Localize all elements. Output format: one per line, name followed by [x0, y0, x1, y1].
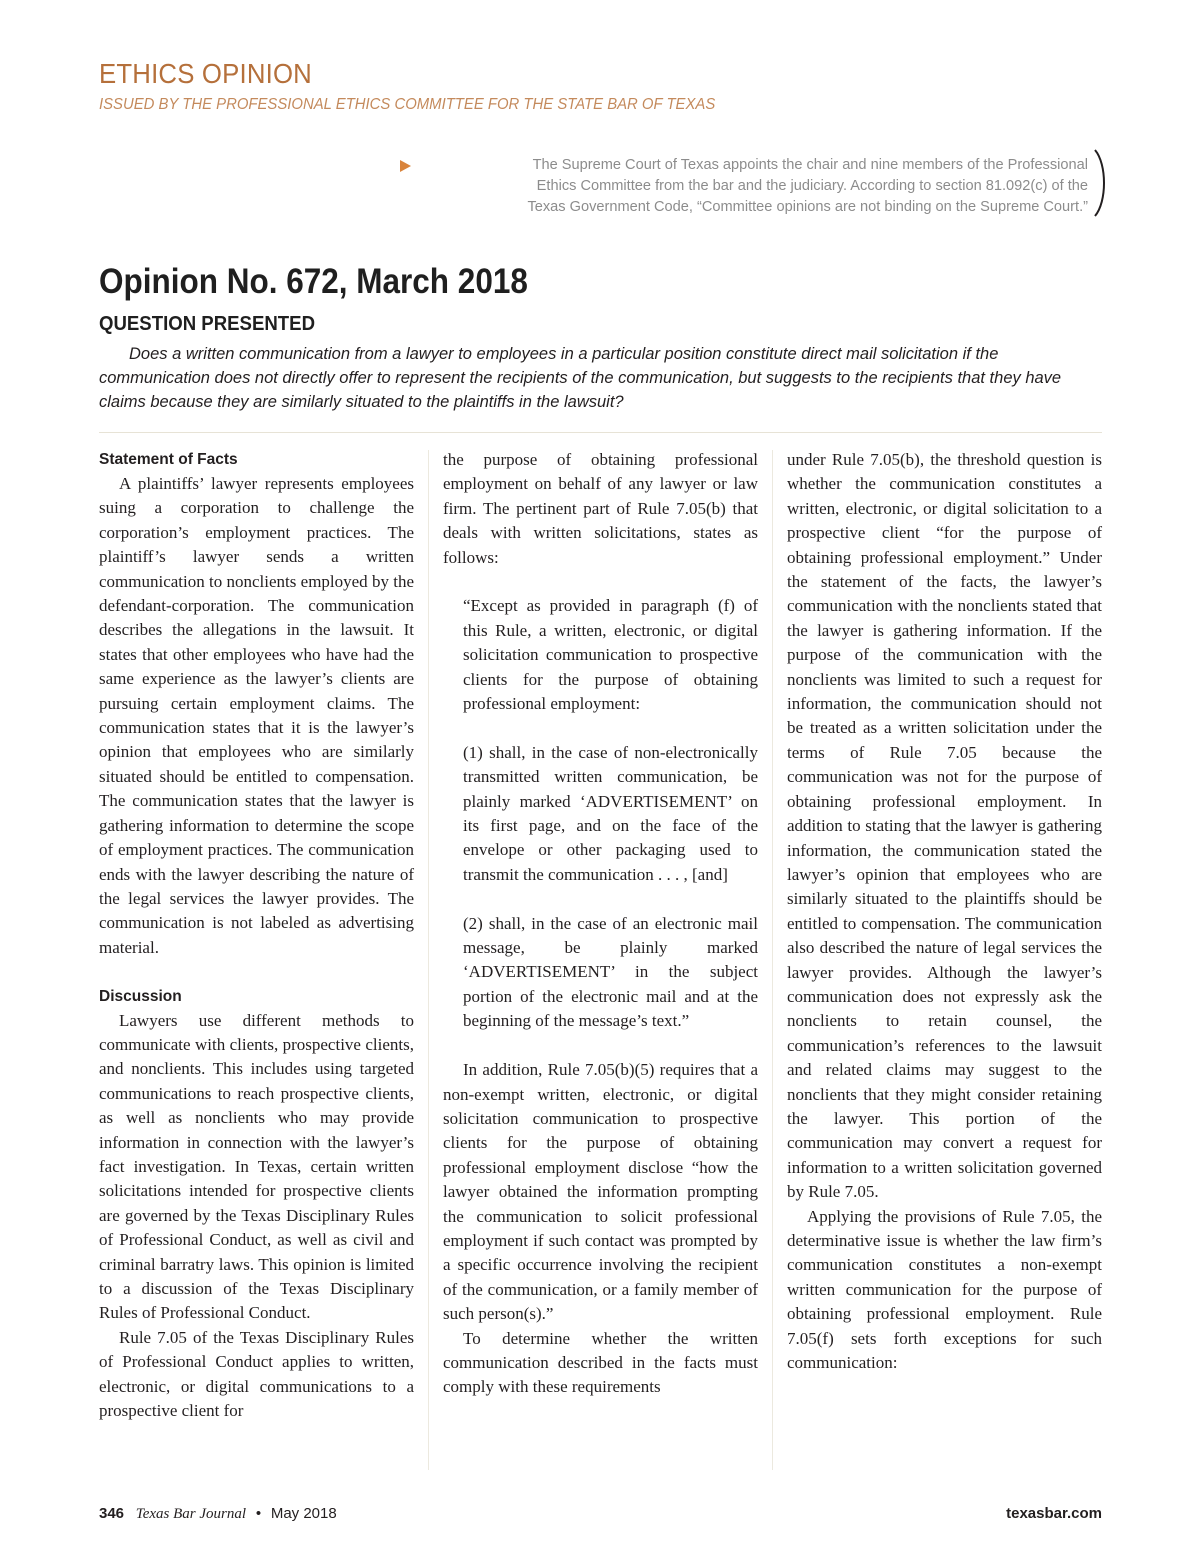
- column-2: [443, 448, 758, 1400]
- bullet-separator: •: [255, 1505, 262, 1522]
- page-footer: [99, 1505, 337, 1523]
- body-paragraph: under Rule 7.05(b), the threshold question is whether the communication constitutes a written, electronic, or digital solicitation to a prospective client “for the purpose of obtaining professional employment.” Under the statement of the facts, the lawyer’s communication with the nonclients stated that the lawyer is gathering information. If the purpose of the communication with the nonclients was limited to such a request for information, the communication should not be treated as a written solicitation under the terms of Rule 7.05 because the communication was not for the purpose of obtaining professional employment. In addition to stating that the lawyer is gathering information, the communication stated the lawyer’s opinion that employees who are similarly situated to the plaintiffs should be entitled to compensation. The communication also described the nature of legal services the lawyer provides. Although the lawyer’s communication does not expressly ask the nonclients to retain counsel, the communication’s references to the lawsuit and related claims may suggest to the nonclients that they might consider retaining the lawyer. This portion of the communication may convert a request for information to a written solicitation governed by Rule 7.05.: [787, 450, 1102, 1202]
- committee-note: [398, 155, 1088, 218]
- closing-bracket-icon: [1090, 148, 1112, 218]
- page-number: 346: [99, 1505, 125, 1522]
- column-3: [787, 448, 1102, 1375]
- section-kicker: ETHICS OPINION: [99, 58, 312, 89]
- discussion-paragraph: Lawyers use different methods to communicate with clients, prospective clients, and nonclients. This includes using targeted communications to reach prospective clients, as well as nonclients who may provide information in connection with the lawyer’s fact investigation. In Texas, certain written solicitations intended for prospective clients are governed by the Texas Disciplinary Rules of Professional Conduct, as well as civil and criminal barratry laws. This opinion is limited to a discussion of the Texas Disciplinary Rules of Professional Conduct.: [99, 1010, 414, 1323]
- question-text: Does a written communication from a lawyer to employees in a particular position constitute direct mail solicitation if the communication does not directly offer to represent the recipients of the communication, but suggests to the recipients that they have claims because they are similarly situated to the plaintiffs in the lawsuit?: [99, 345, 1062, 411]
- section-subkicker: ISSUED BY THE PROFESSIONAL ETHICS COMMITTEE FOR THE STATE BAR OF TEXAS: [99, 96, 716, 113]
- section-divider: [99, 432, 1102, 433]
- site-link[interactable]: texasbar.com: [1006, 1505, 1102, 1522]
- body-paragraph: To determine whether the written communication described in the facts must comply with these requirements: [443, 1328, 758, 1397]
- issue-date: May 2018: [270, 1505, 337, 1522]
- discussion-paragraph: Rule 7.05 of the Texas Disciplinary Rules of Professional Conduct applies to written, electronic, or digital communications to a prospective client for: [99, 1327, 414, 1421]
- note-line: The Supreme Court of Texas appoints the chair and nine members of the Professional: [532, 157, 1088, 173]
- rule-quote: (2) shall, in the case of an electronic mail message, be plainly marked ‘ADVERTISEMENT’ in the subject portion of the electronic mail and at the beginning of the message’s text.”: [463, 913, 758, 1031]
- body-paragraph: the purpose of obtaining professional employment on behalf of any lawyer or law firm. The pertinent part of Rule 7.05(b) that deals with written solicitations, states as follows:: [443, 450, 758, 567]
- journal-name: Texas Bar Journal: [135, 1506, 247, 1522]
- column-1: [99, 448, 414, 1423]
- rule-quote: “Except as provided in paragraph (f) of this Rule, a written, electronic, or digital solicitation communication to prospective clients for the purpose of obtaining professional employment:: [463, 596, 758, 714]
- question-heading: QUESTION PRESENTED: [99, 313, 316, 335]
- facts-paragraph: A plaintiffs’ lawyer represents employees suing a corporation to challenge the corporation’s employment practices. The plaintiff’s lawyer sends a written communication to nonclients employed by the defendant-corporation. The communication describes the allegations in the lawsuit. It states that other employees who have had the same experience as the lawyer’s clients are pursuing certain employment claims. The communication states that it is the lawyer’s opinion that employees who are similarly situated should be entitled to compensation. The communication states that the lawyer is gathering information to determine the scope of employment practices. The communication ends with the lawyer describing the nature of the legal services the lawyer provides. The communication is not labeled as advertising material.: [99, 474, 414, 957]
- facts-heading: Statement of Facts: [99, 451, 238, 468]
- column-rule: [772, 450, 773, 1470]
- body-paragraph: In addition, Rule 7.05(b)(5) requires that a non-exempt written, electronic, or digital solicitation communication to prospective clients for the purpose of obtaining professional employment disclose “how the lawyer obtained the information prompting the communication to solicit professional employment if such contact was prompted by a specific occurrence involving the recipient of the communication, or a family member of such person(s).”: [443, 1060, 758, 1324]
- opinion-title: Opinion No. 672, March 2018: [99, 262, 528, 301]
- rule-quote: (1) shall, in the case of non-electronically transmitted written communication, be plainly marked ‘ADVERTISEMENT’ on its first page, and on the face of the envelope or other packaging used to transmit the communication . . . , [and]: [463, 742, 758, 884]
- column-rule: [428, 450, 429, 1470]
- discussion-heading: Discussion: [99, 987, 182, 1005]
- note-line: Texas Government Code, “Committee opinions are not binding on the Supreme Court.”: [527, 199, 1088, 215]
- body-paragraph: Applying the provisions of Rule 7.05, the determinative issue is whether the law firm’s communication constitutes a non-exempt written communication for the purpose of obtaining professional employment. Rule 7.05(f) sets forth exceptions for such communication:: [787, 1206, 1102, 1373]
- note-line: Ethics Committee from the bar and the judiciary. According to section 81.092(c) of the: [536, 178, 1088, 194]
